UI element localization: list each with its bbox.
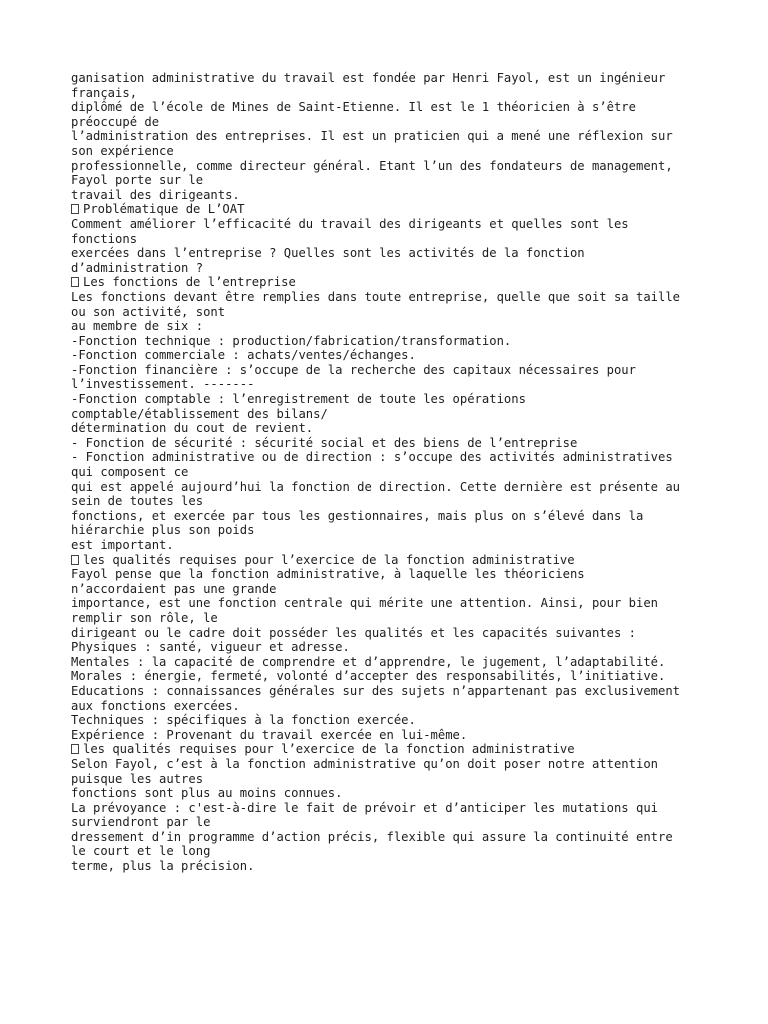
line-text: son expérience xyxy=(71,143,174,158)
text-line xyxy=(71,334,711,349)
line-text: d’administration ? xyxy=(71,260,204,275)
line-text: l’administration des entreprises. Il est un praticien qui a mené une réflexion sur xyxy=(71,129,673,144)
line-text: les qualités requises pour l’exercice de la fonction administrative xyxy=(83,742,575,757)
text-line xyxy=(71,450,711,465)
line-text: hiérarchie plus son poids xyxy=(71,523,255,538)
line-text: Educations : connaissances générales sur des sujets n’appartenant pas exclusivement xyxy=(71,683,681,698)
text-line xyxy=(71,407,711,422)
text-line xyxy=(71,71,711,86)
line-text: fonctions, et exercée par tous les gestionnaires, mais plus on s’élevé dans la xyxy=(71,508,644,523)
line-text: français, xyxy=(71,85,138,100)
line-text: est important. xyxy=(71,538,174,552)
text-line xyxy=(71,305,711,320)
line-text: ganisation administrative du travail est fondée par Henri Fayol, est un ingénieur xyxy=(71,71,666,85)
line-text: La prévoyance : c'est-à-dire le fait de prévoir et d’anticiper les mutations qui xyxy=(71,800,658,815)
text-line xyxy=(71,436,711,451)
line-text: Fayol porte sur le xyxy=(71,173,204,188)
text-line xyxy=(71,538,711,553)
line-text: Selon Fayol, c’est à la fonction administrative qu’on doit poser notre attention xyxy=(71,756,658,771)
text-line xyxy=(71,684,711,699)
line-text: exercées dans l’entreprise ? Quelles sont les activités de la fonction xyxy=(71,246,585,261)
text-line xyxy=(71,480,711,495)
section-heading-line xyxy=(71,275,711,290)
bullet-box-icon xyxy=(71,555,79,565)
text-line xyxy=(71,246,711,261)
line-text: qui composent ce xyxy=(71,465,189,480)
line-text: Expérience : Provenant du travail exercée en lui-même. xyxy=(71,727,468,742)
text-line xyxy=(71,859,711,874)
text-line xyxy=(71,188,711,203)
line-text: n’accordaient pas une grande xyxy=(71,581,277,596)
text-line xyxy=(71,144,711,159)
line-text: Les fonctions devant être remplies dans toute entreprise, quelle que soit sa taille xyxy=(71,289,681,304)
text-line xyxy=(71,640,711,655)
text-line xyxy=(71,728,711,743)
text-line xyxy=(71,757,711,772)
line-text: ou son activité, sont xyxy=(71,304,226,319)
line-text: l’investissement. ------- xyxy=(71,377,255,392)
line-text: -Fonction financière : s’occupe de la recherche des capitaux nécessaires pour xyxy=(71,362,636,377)
line-text: fonctions sont plus au moins connues. xyxy=(71,786,343,801)
line-text: Comment améliorer l’efficacité du travail des dirigeants et quelles sont les xyxy=(71,216,629,231)
text-line xyxy=(71,494,711,509)
text-line xyxy=(71,392,711,407)
text-line xyxy=(71,319,711,334)
line-text: travail des dirigeants. xyxy=(71,187,240,202)
text-line xyxy=(71,232,711,247)
line-text: Les fonctions de l’entreprise xyxy=(83,275,296,290)
line-text: remplir son rôle, le xyxy=(71,610,218,625)
line-text: puisque les autres xyxy=(71,771,204,786)
text-line xyxy=(71,801,711,816)
text-line xyxy=(71,86,711,101)
text-line xyxy=(71,626,711,641)
line-text: terme, plus la précision. xyxy=(71,859,255,874)
line-text: Physiques : santé, vigueur et adresse. xyxy=(71,640,350,655)
text-line xyxy=(71,465,711,480)
line-text: Mentales : la capacité de comprendre et d’apprendre, le jugement, l’adaptabilité. xyxy=(71,654,666,669)
line-text: Fayol pense que la fonction administrative, à laquelle les théoriciens xyxy=(71,567,585,582)
section-heading-line xyxy=(71,202,711,217)
line-text: professionnelle, comme directeur général. Etant l’un des fondateurs de management, xyxy=(71,158,673,173)
line-text: au membre de six : xyxy=(71,319,204,334)
line-text: le court et le long xyxy=(71,844,211,859)
text-line xyxy=(71,582,711,597)
text-line xyxy=(71,669,711,684)
text-line xyxy=(71,363,711,378)
text-line xyxy=(71,159,711,174)
text-line xyxy=(71,509,711,524)
text-line xyxy=(71,100,711,115)
text-line xyxy=(71,844,711,859)
text-line xyxy=(71,611,711,626)
document-page xyxy=(71,71,711,874)
line-text: les qualités requises pour l’exercice de la fonction administrative xyxy=(83,552,575,567)
line-text: surviendront par le xyxy=(71,815,211,830)
text-line xyxy=(71,129,711,144)
text-line xyxy=(71,699,711,714)
line-text: -Fonction technique : production/fabrication/transformation. xyxy=(71,333,512,348)
line-text: aux fonctions exercées. xyxy=(71,698,240,713)
line-text: importance, est une fonction centrale qui mérite une attention. Ainsi, pour bien xyxy=(71,596,658,611)
text-line xyxy=(71,290,711,305)
line-text: détermination du cout de revient. xyxy=(71,421,314,436)
text-line xyxy=(71,348,711,363)
bullet-box-icon xyxy=(71,277,79,287)
line-text: -Fonction comptable : l’enregistrement de toute les opérations xyxy=(71,392,526,407)
line-text: préoccupé de xyxy=(71,114,160,129)
line-text: dirigeant ou le cadre doit posséder les qualités et les capacités suivantes : xyxy=(71,625,636,640)
text-line xyxy=(71,115,711,130)
text-line xyxy=(71,523,711,538)
text-line xyxy=(71,596,711,611)
text-line xyxy=(71,815,711,830)
line-text: Problématique de L’OAT xyxy=(83,202,245,217)
line-text: dressement d’in programme d’action précis, flexible qui assure la continuité entre xyxy=(71,829,673,844)
line-text: comptable/établissement des bilans/ xyxy=(71,406,328,421)
line-text: sein de toutes les xyxy=(71,494,204,509)
section-heading-line xyxy=(71,553,711,568)
line-text: Morales : énergie, fermeté, volonté d’accepter des responsabilités, l’initiative. xyxy=(71,669,666,684)
text-line xyxy=(71,217,711,232)
line-text: qui est appelé aujourd’hui la fonction de direction. Cette dernière est présente au xyxy=(71,479,681,494)
text-line xyxy=(71,713,711,728)
text-line xyxy=(71,655,711,670)
section-heading-line xyxy=(71,742,711,757)
text-line xyxy=(71,567,711,582)
line-text: - Fonction de sécurité : sécurité social et des biens de l’entreprise xyxy=(71,435,578,450)
line-text: fonctions xyxy=(71,231,138,246)
text-line xyxy=(71,173,711,188)
text-line xyxy=(71,377,711,392)
line-text: diplômé de l’école de Mines de Saint-Etienne. Il est le 1 théoricien à s’être xyxy=(71,100,636,115)
text-line xyxy=(71,772,711,787)
bullet-box-icon xyxy=(71,744,79,754)
line-text: -Fonction commerciale : achats/ventes/échanges. xyxy=(71,348,416,363)
line-text: - Fonction administrative ou de direction : s’occupe des activités administratives xyxy=(71,450,673,465)
text-line xyxy=(71,421,711,436)
bullet-box-icon xyxy=(71,204,79,214)
text-line xyxy=(71,261,711,276)
line-text: Techniques : spécifiques à la fonction exercée. xyxy=(71,713,416,728)
text-line xyxy=(71,830,711,845)
text-line xyxy=(71,786,711,801)
